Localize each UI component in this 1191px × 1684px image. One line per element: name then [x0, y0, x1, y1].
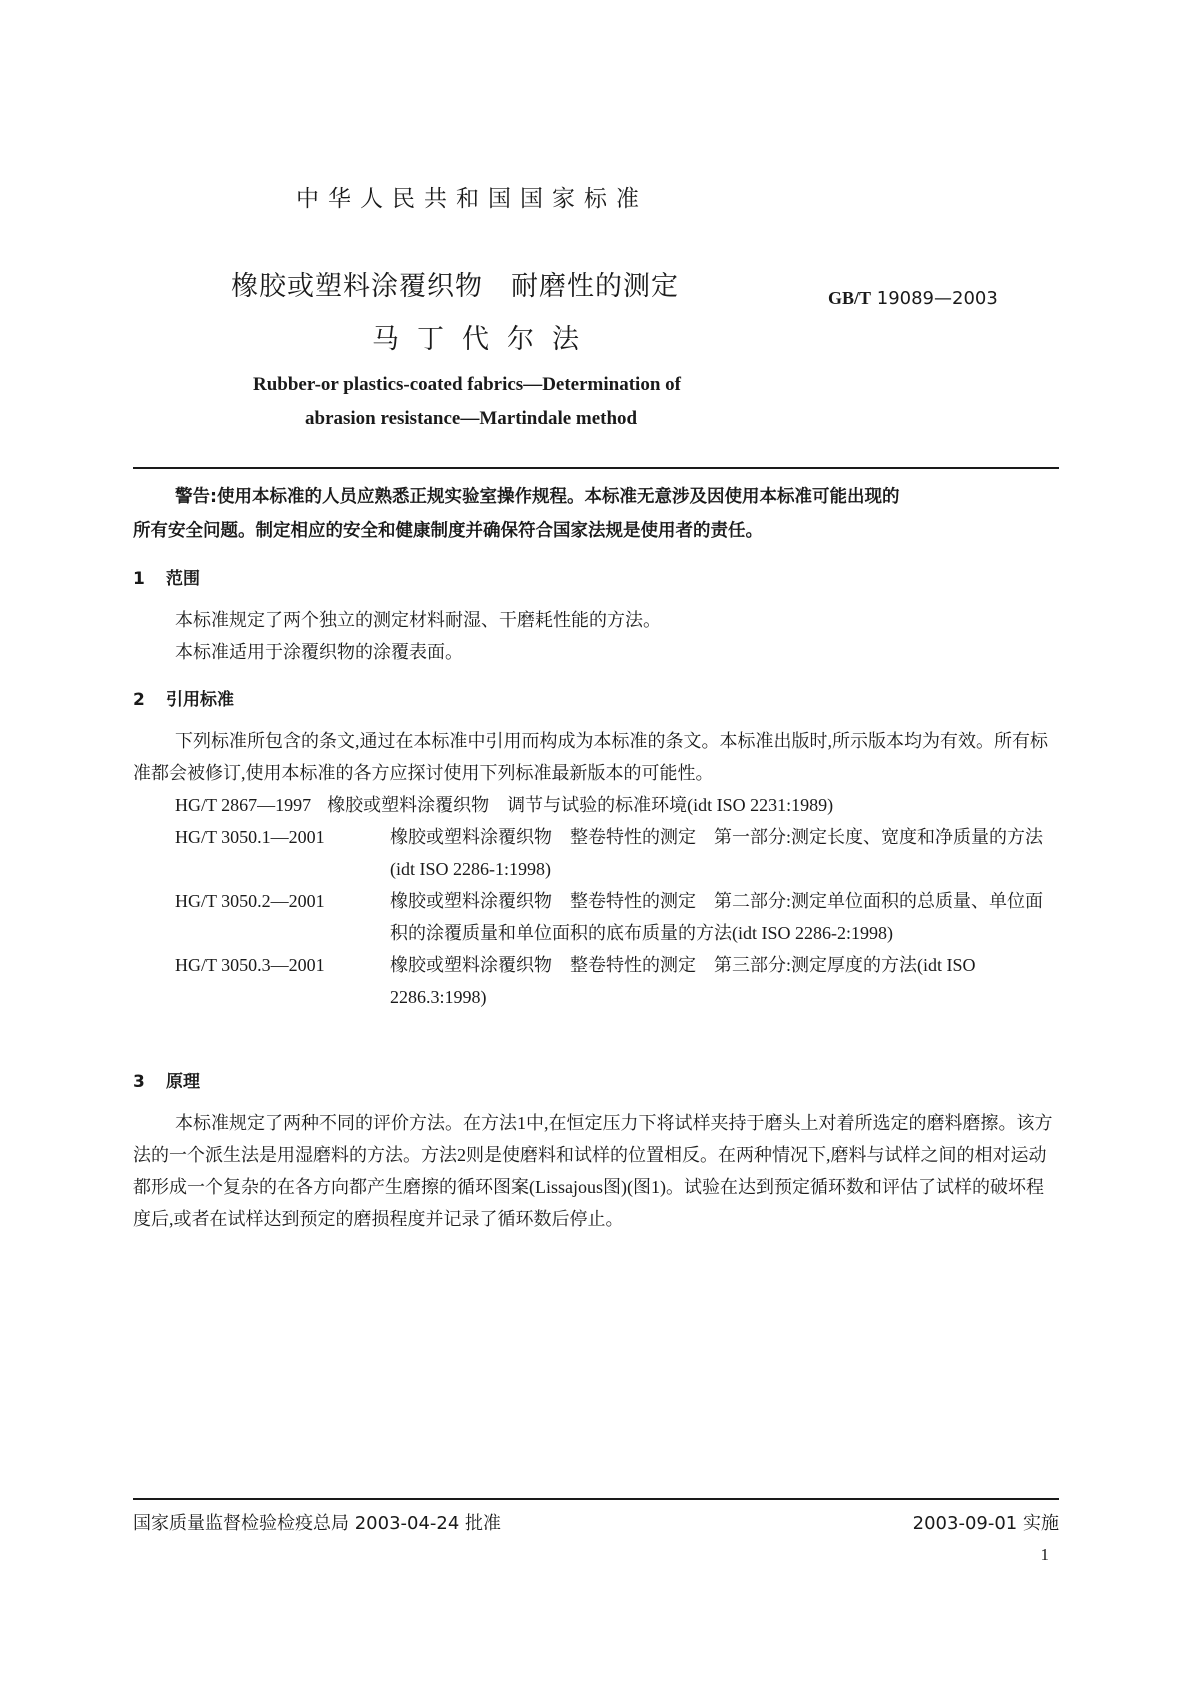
page-number: 1	[1040, 1545, 1049, 1564]
section-1-body	[133, 604, 1059, 668]
reference-code: HG/T 3050.2—2001	[175, 891, 325, 911]
reference-code: HG/T 2867—1997	[175, 795, 312, 815]
document-title-cn	[231, 264, 679, 303]
standard-number	[828, 288, 998, 309]
approval-statement: 国家质量监督检验检疫总局 2003-04-24 批准	[133, 1513, 502, 1534]
footer-divider	[133, 1498, 1059, 1500]
warning-notice	[133, 480, 1059, 548]
reference-text: 橡胶或塑料涂覆织物 整卷特性的测定 第三部分:测定厚度的方法(idt ISO 2286.3:1998)	[390, 955, 976, 1007]
section-title: 引用标准	[166, 690, 234, 710]
warning-line-2: 所有安全问题。制定相应的安全和健康制度并确保符合国家法规是使用者的责任。	[133, 521, 763, 541]
reference-item	[175, 789, 1059, 821]
warning-line-1: 警告:使用本标准的人员应熟悉正规实验室操作规程。本标准无意涉及因使用本标准可能出现的	[175, 487, 900, 507]
reference-item	[175, 821, 1059, 885]
reference-item	[175, 885, 1059, 949]
section-title: 范围	[166, 569, 200, 589]
section-2-heading	[133, 685, 234, 710]
standard-prefix: GB/T	[828, 288, 872, 308]
section-3-heading	[133, 1067, 200, 1092]
paragraph: 本标准规定了两个独立的测定材料耐湿、干磨耗性能的方法。	[175, 610, 661, 630]
title-en-line1: Rubber-or plastics-coated fabrics—Determination of	[253, 374, 681, 395]
reference-code: HG/T 3050.1—2001	[175, 827, 325, 847]
document-subtitle-cn: 马丁代尔法	[372, 324, 597, 355]
implementation-date: 2003-09-01 实施	[912, 1513, 1059, 1534]
section-number: 3	[133, 1072, 145, 1092]
paragraph: 本标准规定了两种不同的评价方法。在方法1中,在恒定压力下将试样夹持于磨头上对着所选定的磨料磨擦。该方法的一个派生法是用湿磨料的方法。方法2则是使磨料和试样的位置相反。在两种情况下,磨料与试样之间的相对运动都形成一个复杂的在各方向都产生磨擦的循环图案(Lissajous图)(图1)。试验在达到预定循环数和评估了试样的破坏程度后,或者在试样达到预定的磨损程度并记录了循环数后停止。	[133, 1113, 1053, 1229]
reference-text: 橡胶或塑料涂覆织物 整卷特性的测定 第一部分:测定长度、宽度和净质量的方法(idt ISO 2286-1:1998)	[390, 827, 1043, 879]
reference-text: 橡胶或塑料涂覆织物 整卷特性的测定 第二部分:测定单位面积的总质量、单位面积的涂覆质量和单位面积的底布质量的方法(idt ISO 2286-2:1998)	[390, 891, 1043, 943]
paragraph: 本标准适用于涂覆织物的涂覆表面。	[175, 642, 463, 662]
section-3-body	[133, 1107, 1059, 1235]
national-standard-label: 中华人民共和国国家标准	[296, 186, 648, 212]
title-cn-part2: 耐磨性的测定	[511, 271, 679, 302]
section-number: 2	[133, 690, 145, 710]
normative-references-list	[175, 789, 1059, 1013]
section-1-heading	[133, 564, 200, 589]
title-en-line2: abrasion resistance—Martindale method	[305, 408, 638, 429]
header-divider	[133, 467, 1059, 469]
reference-item	[175, 949, 1059, 1013]
reference-text: 橡胶或塑料涂覆织物 调节与试验的标准环境(idt ISO 2231:1989)	[327, 795, 834, 815]
standard-code: 19089—2003	[876, 288, 998, 309]
title-cn-part1: 橡胶或塑料涂覆织物	[231, 271, 483, 302]
paragraph: 下列标准所包含的条文,通过在本标准中引用而构成为本标准的条文。本标准出版时,所示版本均为有效。所有标准都会被修订,使用本标准的各方应探讨使用下列标准最新版本的可能性。	[133, 731, 1048, 783]
section-number: 1	[133, 569, 145, 589]
reference-code: HG/T 3050.3—2001	[175, 955, 325, 975]
section-2-body	[133, 725, 1059, 789]
section-title: 原理	[166, 1072, 200, 1092]
